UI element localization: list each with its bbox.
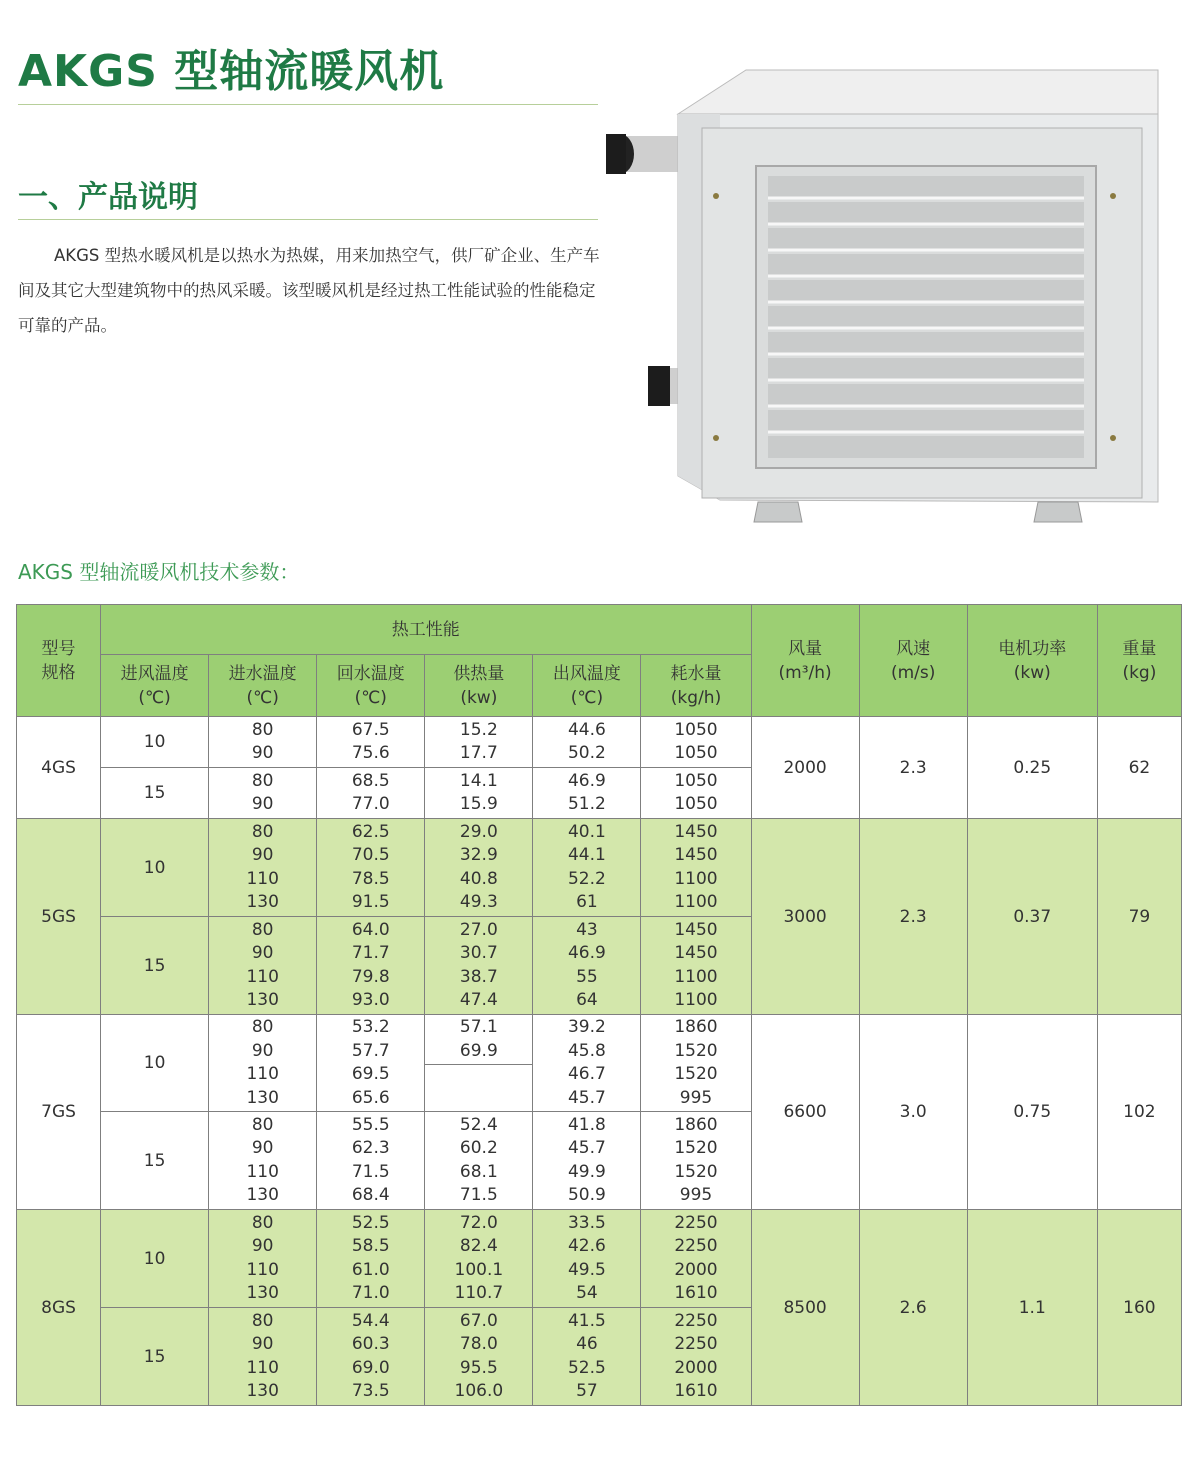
- model-block-5gs: [17, 819, 1182, 1015]
- weight-cell: 102: [1097, 1015, 1181, 1210]
- water-use-cell: 1860 1520 1520 995: [641, 1112, 751, 1210]
- inlet-air-cell: 10: [101, 1210, 209, 1308]
- return-water-cell: 54.4 60.3 69.0 73.5: [317, 1308, 425, 1406]
- water-use-cell: 1050 1050: [641, 717, 751, 768]
- table-row: [17, 819, 1182, 917]
- water-use-cell: 1450 1450 1100 1100: [641, 819, 751, 917]
- water-use-cell: 2250 2250 2000 1610: [641, 1210, 751, 1308]
- heat-cell: 14.1 15.9: [425, 768, 533, 819]
- inlet-water-cell: 80 90: [209, 768, 317, 819]
- title-divider: [18, 104, 598, 105]
- header-return-water: 回水温度 (℃): [317, 655, 425, 717]
- heat-cell: 67.0 78.0 95.5 106.0: [425, 1308, 533, 1406]
- inlet-water-cell: 80 90 110 130: [209, 1112, 317, 1210]
- header-outlet-air: 出风温度 (℃): [533, 655, 641, 717]
- louver-slats: [768, 176, 1084, 458]
- inlet-air-cell: 15: [101, 768, 209, 819]
- inlet-air-cell: 15: [101, 917, 209, 1015]
- section-title: 一、产品说明: [18, 180, 198, 215]
- model-cell: 4GS: [17, 717, 101, 819]
- speed-cell: 2.3: [859, 819, 967, 1015]
- header-weight: 重量 (kg): [1097, 605, 1181, 717]
- header-inlet-air: 进风温度 (℃): [101, 655, 209, 717]
- water-use-cell: 1860 1520 1520 995: [641, 1015, 751, 1112]
- water-use-cell: 2250 2250 2000 1610: [641, 1308, 751, 1406]
- outlet-air-cell: 44.6 50.2: [533, 717, 641, 768]
- table-row: [17, 717, 1182, 768]
- water-use-cell: 1450 1450 1100 1100: [641, 917, 751, 1015]
- return-water-cell: 62.5 70.5 78.5 91.5: [317, 819, 425, 917]
- model-cell: 8GS: [17, 1210, 101, 1406]
- heat-cell: 72.0 82.4 100.1 110.7: [425, 1210, 533, 1308]
- header-heat: 供热量 (kw): [425, 655, 533, 717]
- header-speed: 风速 (m/s): [859, 605, 967, 717]
- outlet-air-cell: 40.1 44.1 52.2 61: [533, 819, 641, 917]
- inlet-water-cell: 80 90 110 130: [209, 1015, 317, 1112]
- weight-cell: 79: [1097, 819, 1181, 1015]
- airflow-cell: 8500: [751, 1210, 859, 1406]
- inlet-water-cell: 80 90: [209, 717, 317, 768]
- inlet-water-cell: 80 90 110 130: [209, 1308, 317, 1406]
- product-description: AKGS 型热水暖风机是以热水为热媒，用来加热空气，供厂矿企业、生产车间及其它大型建筑物中的热风采暖。该型暖风机是经过热工性能试验的性能稳定可靠的产品。: [18, 246, 600, 335]
- airflow-cell: 3000: [751, 819, 859, 1015]
- power-cell: 0.25: [967, 717, 1097, 819]
- header-water-use: 耗水量 (kg/h): [641, 655, 751, 717]
- water-use-cell: 1050 1050: [641, 768, 751, 819]
- airflow-cell: 2000: [751, 717, 859, 819]
- return-water-cell: 55.5 62.3 71.5 68.4: [317, 1112, 425, 1210]
- outlet-air-cell: 41.8 45.7 49.9 50.9: [533, 1112, 641, 1210]
- speed-cell: 3.0: [859, 1015, 967, 1210]
- heat-cell: 57.1 69.9: [425, 1015, 533, 1065]
- header-model: 型号规格: [17, 605, 101, 717]
- inlet-air-cell: 10: [101, 819, 209, 917]
- section-divider: [18, 219, 598, 220]
- outlet-air-cell: 43 46.9 55 64: [533, 917, 641, 1015]
- outlet-air-cell: 33.5 42.6 49.5 54: [533, 1210, 641, 1308]
- return-water-cell: 64.0 71.7 79.8 93.0: [317, 917, 425, 1015]
- header-inlet-water: 进水温度 (℃): [209, 655, 317, 717]
- model-block-4gs: [17, 717, 1182, 819]
- power-cell: 0.75: [967, 1015, 1097, 1210]
- outlet-air-cell: 39.2 45.8 46.7 45.7: [533, 1015, 641, 1112]
- weight-cell: 160: [1097, 1210, 1181, 1406]
- model-block-8gs: [17, 1210, 1182, 1406]
- inlet-air-cell: 15: [101, 1308, 209, 1406]
- inlet-air-cell: 10: [101, 717, 209, 768]
- return-water-cell: 53.2 57.7 69.5 65.6: [317, 1015, 425, 1112]
- power-cell: 0.37: [967, 819, 1097, 1015]
- header-airflow: 风量 (m³/h): [751, 605, 859, 717]
- header-power: 电机功率 (kw): [967, 605, 1097, 717]
- airflow-cell: 6600: [751, 1015, 859, 1210]
- power-cell: 1.1: [967, 1210, 1097, 1406]
- heat-cell: 27.0 30.7 38.7 47.4: [425, 917, 533, 1015]
- model-cell: 5GS: [17, 819, 101, 1015]
- table-title: AKGS 型轴流暖风机技术参数：: [18, 560, 300, 584]
- inlet-water-cell: 80 90 110 130: [209, 917, 317, 1015]
- page-title: AKGS 型轴流暖风机: [18, 46, 445, 97]
- return-water-cell: 52.5 58.5 61.0 71.0: [317, 1210, 425, 1308]
- inlet-water-cell: 80 90 110 130: [209, 1210, 317, 1308]
- spec-table: [16, 604, 1182, 1406]
- outlet-air-cell: 46.9 51.2: [533, 768, 641, 819]
- speed-cell: 2.6: [859, 1210, 967, 1406]
- model-cell: 7GS: [17, 1015, 101, 1210]
- heat-cell: 52.4 60.2 68.1 71.5: [425, 1112, 533, 1210]
- return-water-cell: 67.5 75.6: [317, 717, 425, 768]
- model-block-7gs: [17, 1015, 1182, 1210]
- table-row: [17, 1015, 1182, 1065]
- inlet-pipe: [606, 134, 688, 174]
- inlet-air-cell: 10: [101, 1015, 209, 1112]
- inlet-air-cell: 15: [101, 1112, 209, 1210]
- table-row: [17, 1210, 1182, 1308]
- speed-cell: 2.3: [859, 717, 967, 819]
- heat-cell: 15.2 17.7: [425, 717, 533, 768]
- heat-cell-empty: [425, 1065, 533, 1112]
- return-water-cell: 68.5 77.0: [317, 768, 425, 819]
- product-photo: [598, 66, 1164, 526]
- heat-cell: 29.0 32.9 40.8 49.3: [425, 819, 533, 917]
- inlet-water-cell: 80 90 110 130: [209, 819, 317, 917]
- outlet-air-cell: 41.5 46 52.5 57: [533, 1308, 641, 1406]
- header-thermal: 热工性能: [101, 605, 751, 655]
- weight-cell: 62: [1097, 717, 1181, 819]
